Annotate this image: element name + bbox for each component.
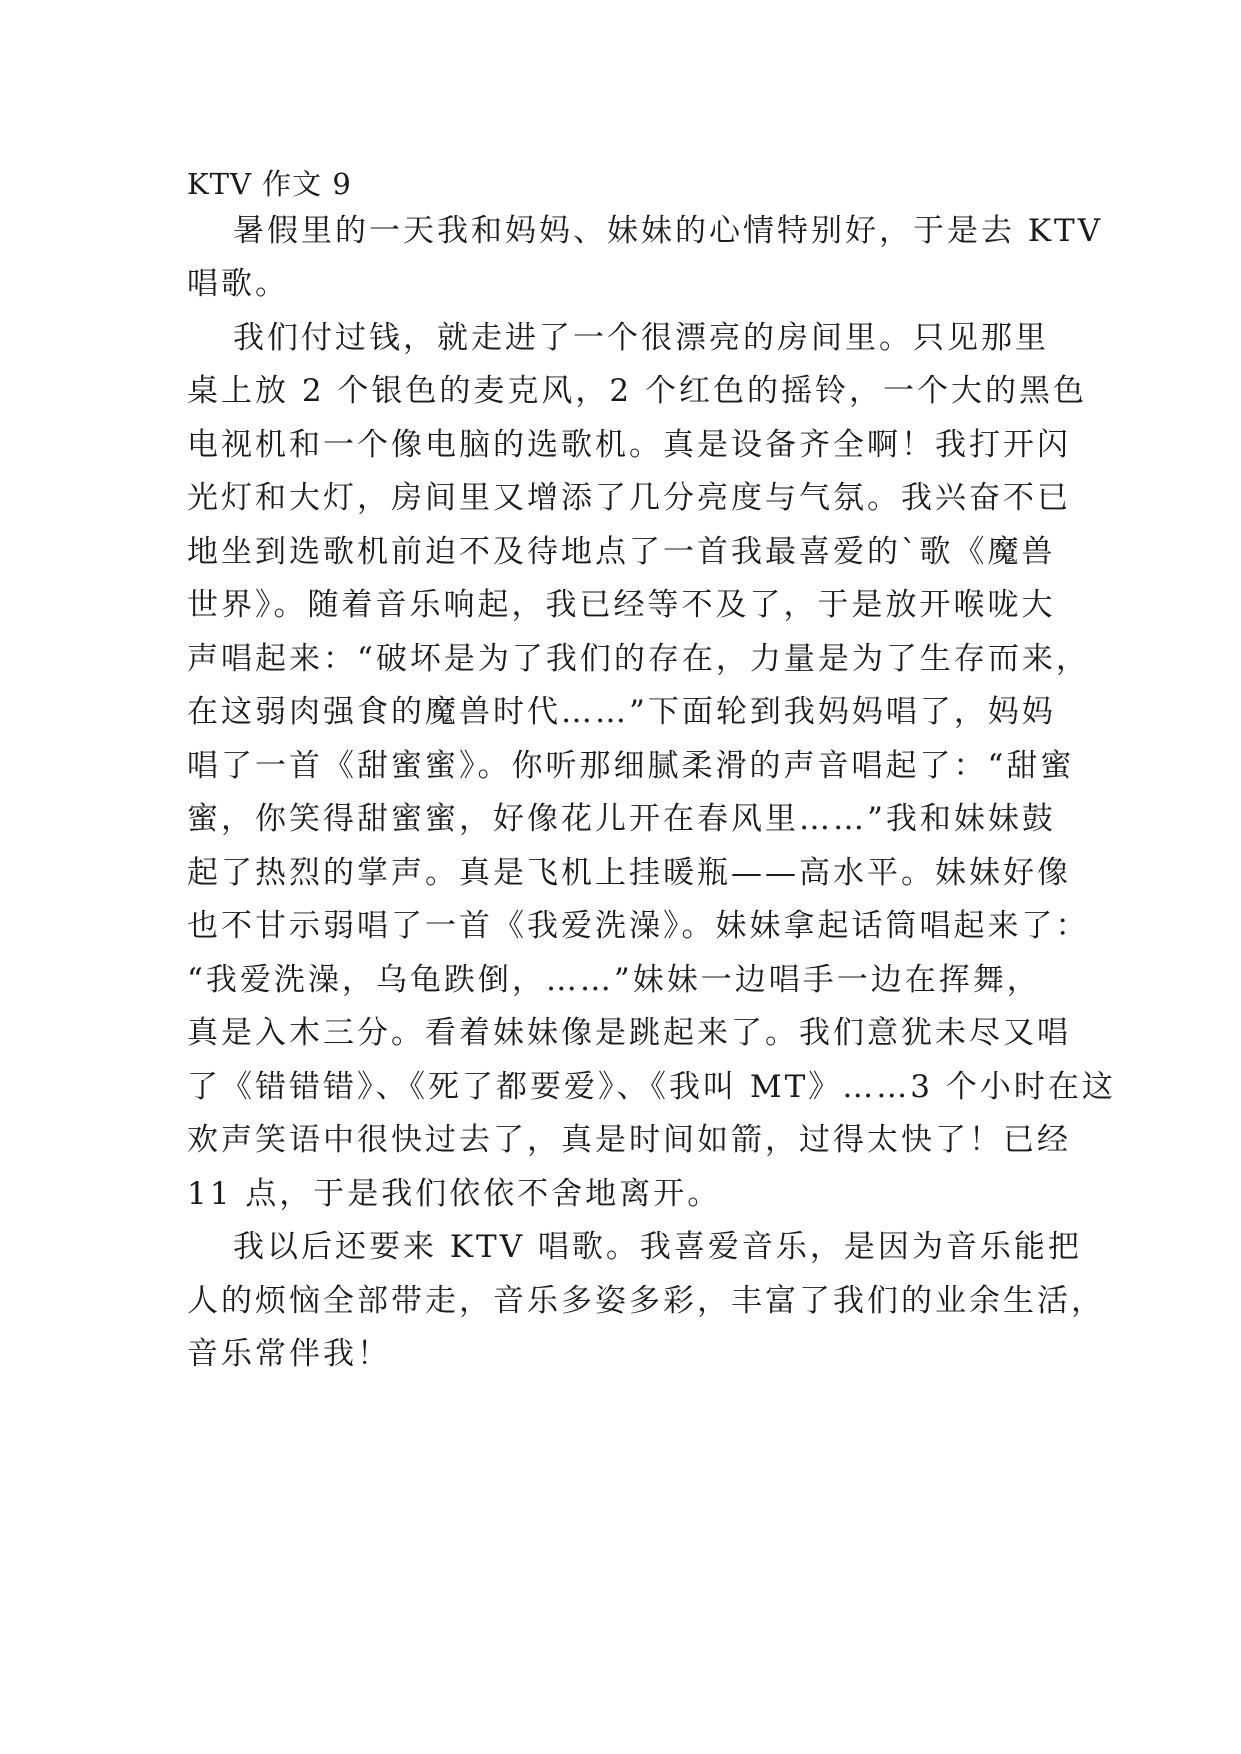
paragraph-1-line-2: 唱歌。 [187,266,289,302]
paragraph-2-line-4: 光灯和大灯，房间里又增添了几分亮度与气氛。我兴奋不已 [187,480,1071,516]
paragraph-3-line-1: 我以后还要来 KTV 唱歌。我喜爱音乐，是因为音乐能把 [233,1229,1082,1265]
paragraph-2-line-16: 欢声笑语中很快过去了，真是时间如箭，过得太快了！已经 [187,1122,1071,1158]
paragraph-2-line-1: 我们付过钱，就走进了一个很漂亮的房间里。只见那里 [233,320,1049,356]
paragraph-3-line-3: 音乐常伴我！ [187,1336,391,1372]
paragraph-2-line-14: 真是入木三分。看着妹妹像是跳起来了。我们意犹未尽又唱 [187,1015,1071,1051]
paragraph-2-line-13: “我爱洗澡，乌龟跌倒，……”妹妹一边唱手一边在挥舞， [187,962,1041,998]
paragraph-2-line-11: 起了热烈的掌声。真是飞机上挂暖瓶——高水平。妹妹好像 [187,855,1071,891]
paragraph-2-line-5: 地坐到选歌机前迫不及待地点了一首我最喜爱的`歌《魔兽 [187,534,1056,570]
paragraph-2-line-3: 电视机和一个像电脑的选歌机。真是设备齐全啊！我打开闪 [187,427,1071,463]
paragraph-2-line-8: 在这弱肉强食的魔兽时代……”下面轮到我妈妈唱了，妈妈 [187,694,1056,730]
document-title: KTV 作文 9 [187,167,352,201]
paragraph-2-line-2: 桌上放 2 个银色的麦克风，2 个红色的摇铃，一个大的黑色 [187,373,1088,409]
paragraph-2-line-12: 也不甘示弱唱了一首《我爱洗澡》。妹妹拿起话筒唱起来了： [187,908,1090,944]
paragraph-1-line-1: 暑假里的一天我和妈妈、妹妹的心情特别好，于是去 KTV [233,213,1104,249]
paragraph-2-line-7: 声唱起来：“破坏是为了我们的存在，力量是为了生存而来， [187,641,1090,677]
paragraph-2-line-6: 世界》。随着音乐响起，我已经等不及了，于是放开喉咙大 [187,587,1056,623]
paragraph-3-line-2: 人的烦恼全部带走，音乐多姿多彩，丰富了我们的业余生活， [187,1283,1105,1319]
paragraph-2-line-9: 唱了一首《甜蜜蜜》。你听那细腻柔滑的声音唱起了：“甜蜜 [187,748,1075,784]
paragraph-2-line-10: 蜜，你笑得甜蜜蜜，好像花儿开在春风里……”我和妹妹鼓 [187,801,1056,837]
paragraph-2-line-15: 了《错错错》、《死了都要爱》、《我叫 MT》……3 个小时在这 [187,1069,1116,1105]
paragraph-2-line-17: 11 点，于是我们依依不舍地离开。 [187,1176,722,1212]
